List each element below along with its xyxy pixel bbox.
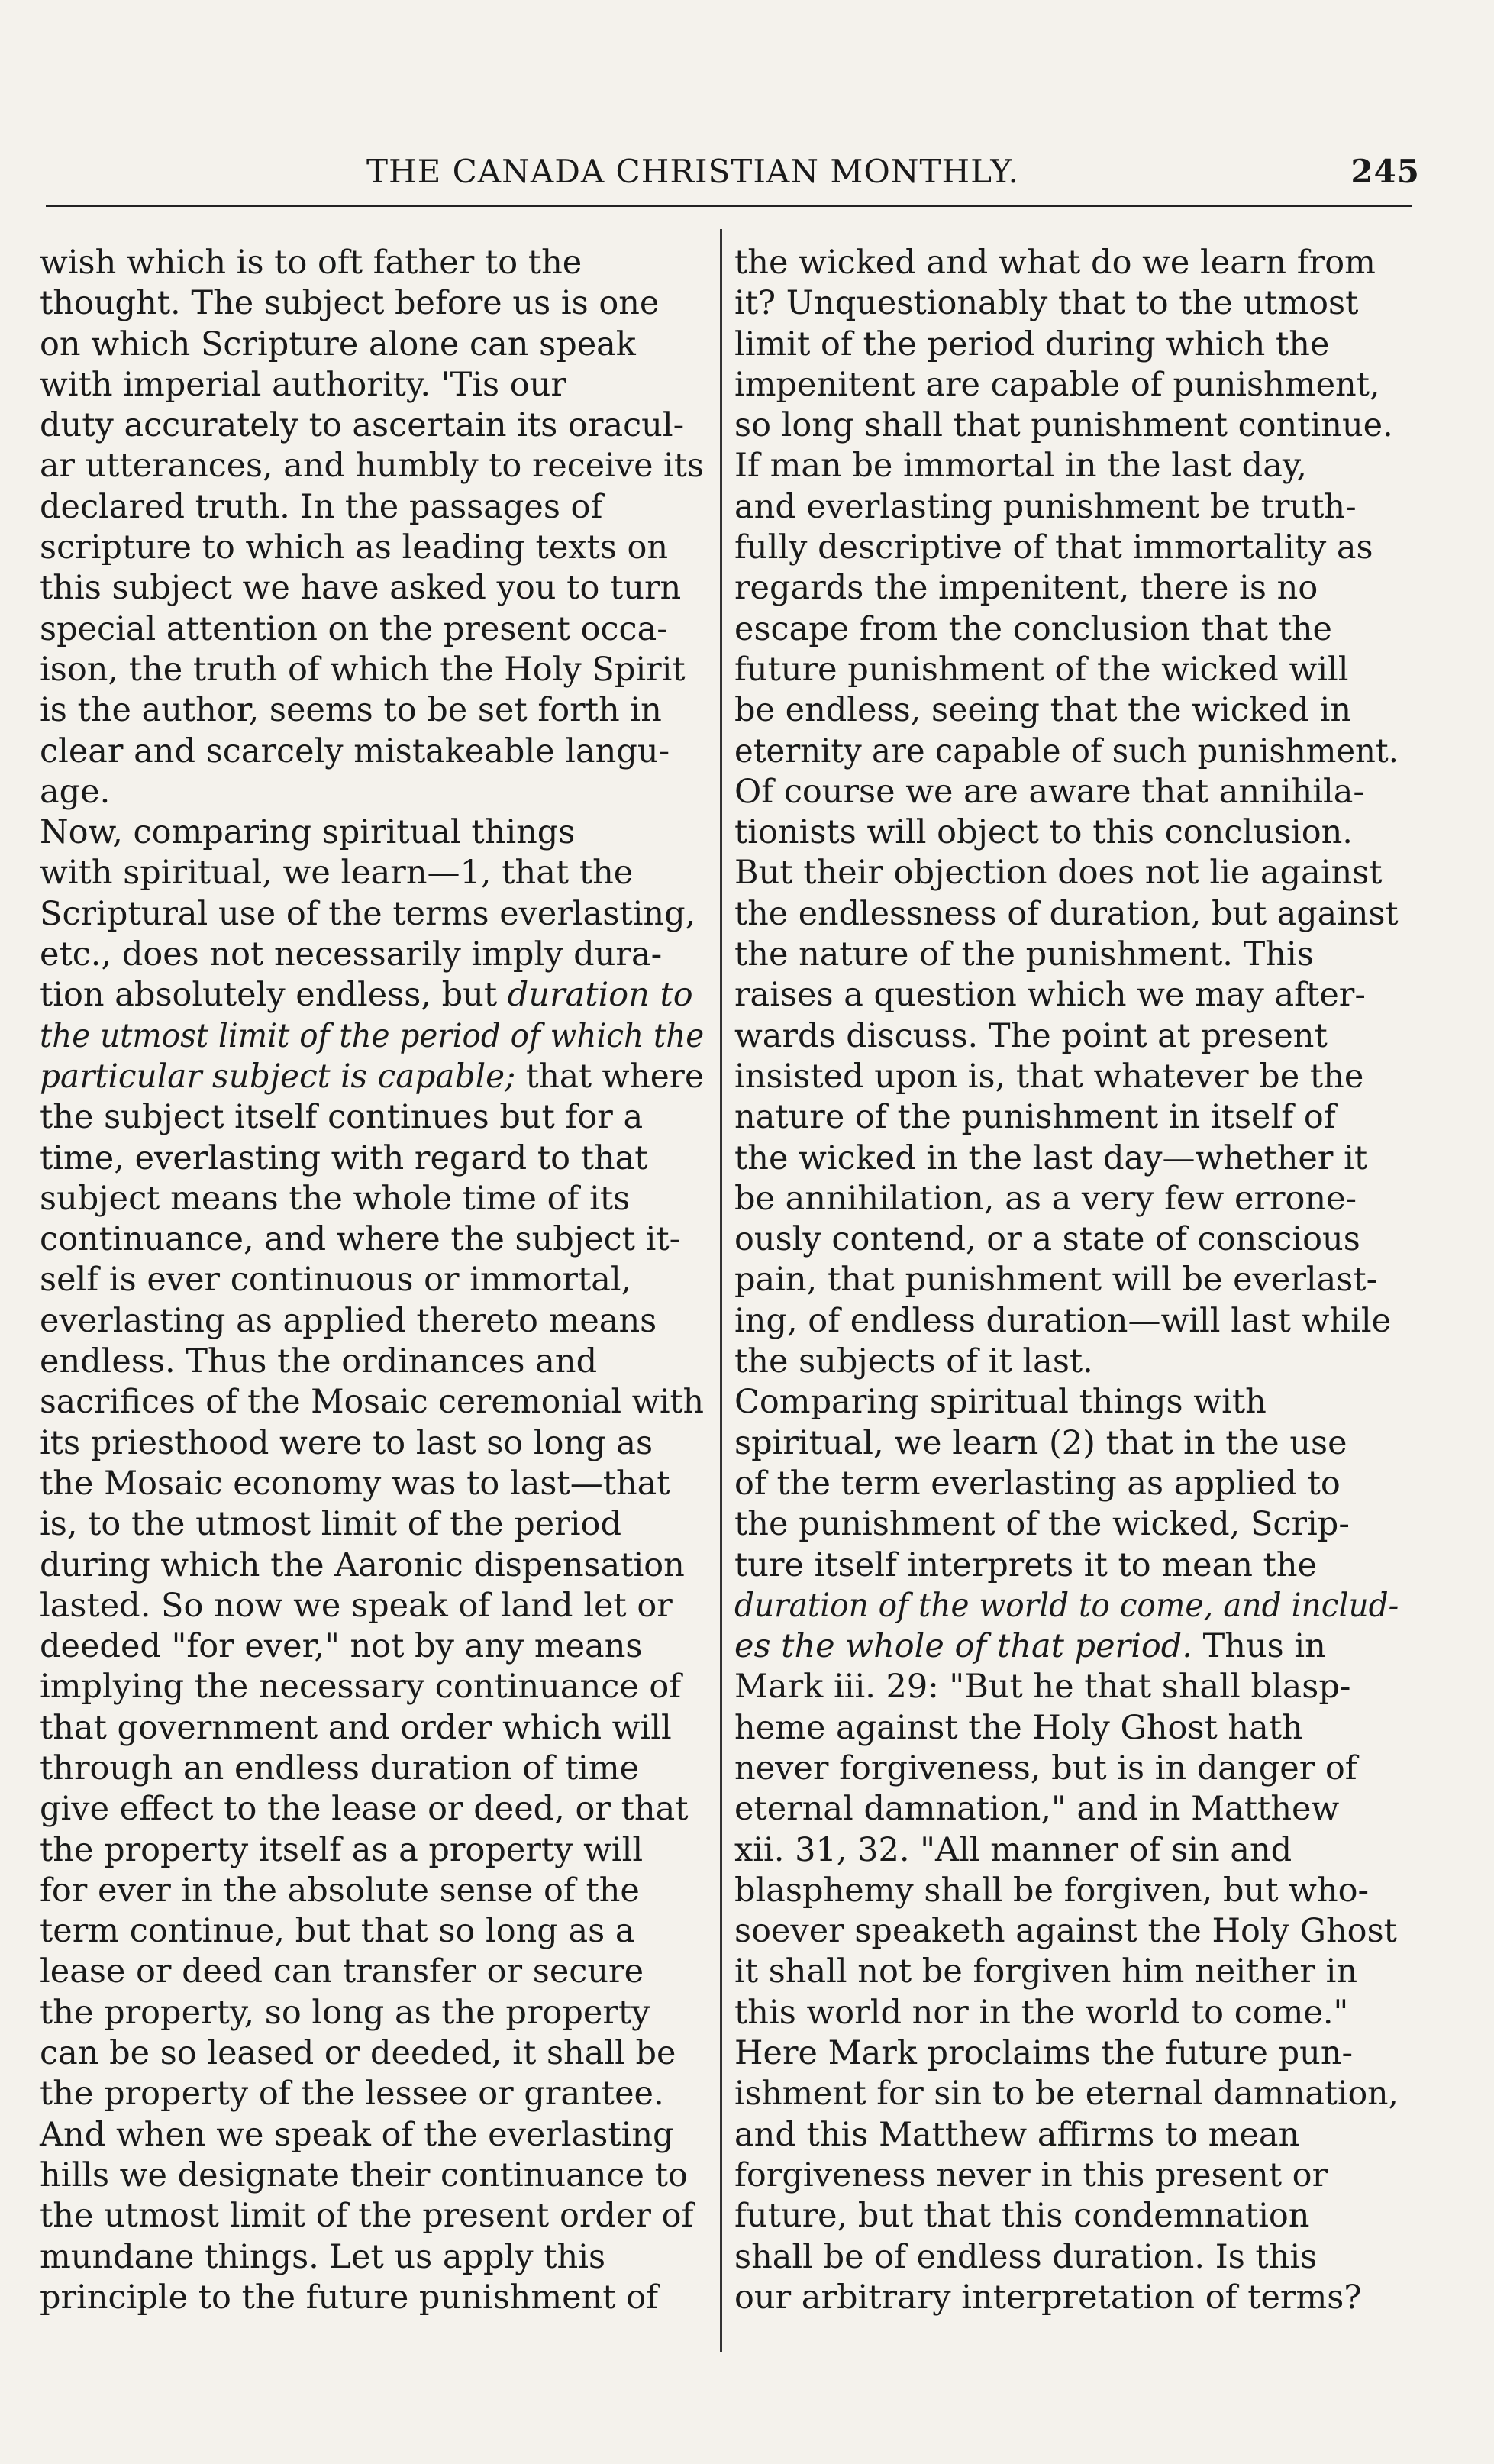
text-line: [40, 1138, 704, 1179]
text-run: future punishment of the wicked will: [734, 650, 1349, 689]
text-line: [734, 1708, 1399, 1749]
text-run: impenitent are capable of punishment,: [734, 365, 1380, 404]
text-line: [734, 2115, 1399, 2156]
text-run: Of course we are aware that annihila-: [734, 772, 1364, 811]
text-line: [734, 1382, 1399, 1423]
text-line: [40, 935, 704, 975]
text-run: Now, comparing spiritual things: [40, 813, 576, 852]
text-line: [40, 1667, 704, 1707]
text-line: [734, 1586, 1399, 1626]
text-line: [40, 1952, 704, 1992]
text-run: ously contend, or a state of conscious: [734, 1220, 1360, 1259]
text-line: [734, 528, 1399, 568]
text-run: nature of the punishment in itself of: [734, 1098, 1336, 1137]
text-line: [40, 894, 704, 935]
text-run: limit of the period during which the: [734, 325, 1330, 363]
text-run: Scriptural use of the terms everlasting,: [40, 894, 696, 933]
text-run: special attention on the present occa-: [40, 609, 668, 648]
text-line: [40, 1993, 704, 2033]
text-run: the subjects of it last.: [734, 1342, 1093, 1381]
text-line: [734, 1789, 1399, 1829]
text-run: the property itself as a property will: [40, 1830, 644, 1869]
text-run: be endless, seeing that the wicked in: [734, 691, 1352, 730]
text-run: term continue, but that so long as a: [40, 1912, 635, 1951]
text-line: [734, 2033, 1399, 2074]
text-run: Comparing spiritual things with: [734, 1383, 1267, 1422]
text-line: [40, 1545, 704, 1586]
text-run: xii. 31, 32. "All manner of sin and: [734, 1830, 1292, 1869]
text-line: [734, 894, 1399, 935]
text-line: [40, 731, 704, 772]
text-line: [40, 1586, 704, 1626]
text-run: ar utterances, and humbly to receive its: [40, 447, 704, 486]
text-line: [734, 1057, 1399, 1097]
text-run: declared truth. In the passages of: [40, 487, 603, 526]
text-line: [40, 1626, 704, 1667]
text-line: [40, 772, 704, 812]
text-line: [40, 1830, 704, 1871]
text-line: [40, 1342, 704, 1382]
text-line: [40, 1871, 704, 1911]
text-line: [734, 568, 1399, 609]
text-line: [734, 243, 1399, 283]
text-run: fully descriptive of that immortality as: [734, 528, 1373, 567]
text-line: [40, 1057, 704, 1097]
text-run: wards discuss. The point at present: [734, 1016, 1328, 1055]
italic-text-run: duration of the world to come, and includ-: [734, 1586, 1399, 1625]
text-run: its priesthood were to last so long as: [40, 1423, 653, 1462]
text-line: [40, 1179, 704, 1219]
text-run: soever speaketh against the Holy Ghost: [734, 1912, 1397, 1951]
text-run: future, but that this condemnation: [734, 2197, 1310, 2236]
text-line: [734, 772, 1399, 812]
text-run: be annihilation, as a very few errone-: [734, 1179, 1357, 1218]
text-run: ture itself interprets it to mean the: [734, 1545, 1317, 1584]
text-line: [734, 1464, 1399, 1504]
text-run: lasted. So now we speak of land let or: [40, 1586, 673, 1625]
text-line: [40, 975, 704, 1016]
text-run: for ever in the absolute sense of the: [40, 1871, 640, 1910]
text-line: [734, 325, 1399, 365]
text-line: [734, 1667, 1399, 1707]
text-run: is the author, seems to be set forth in: [40, 691, 662, 730]
text-line: [40, 650, 704, 690]
text-line: [734, 731, 1399, 772]
text-line: [734, 650, 1399, 690]
text-line: [40, 1382, 704, 1423]
text-run: duty accurately to ascertain its oracul-: [40, 406, 685, 445]
text-line: [40, 405, 704, 446]
text-line: [40, 365, 704, 405]
text-run: the wicked in the last day—whether it: [734, 1138, 1368, 1177]
text-run: so long shall that punishment continue.: [734, 406, 1393, 445]
text-run: during which the Aaronic dispensation: [40, 1545, 685, 1584]
text-line: [40, 283, 704, 324]
text-run: mundane things. Let us apply this: [40, 2237, 606, 2276]
text-run: is, to the utmost limit of the period: [40, 1505, 621, 1544]
text-run: subject means the whole time of its: [40, 1179, 631, 1218]
italic-text-run: the utmost limit of the period of which the: [40, 1016, 705, 1055]
text-line: [40, 2196, 704, 2236]
text-run: ishment for sin to be eternal damnation,: [734, 2075, 1399, 2114]
running-header: [46, 153, 1420, 206]
text-run: raises a question which we may after-: [734, 976, 1366, 1015]
text-run: ison, the truth of which the Holy Spirit: [40, 650, 686, 689]
text-line: [734, 2278, 1399, 2318]
journal-title: THE CANADA CHRISTIAN MONTHLY.: [366, 153, 1020, 190]
text-run: pain, that punishment will be everlast-: [734, 1261, 1378, 1300]
text-line: [734, 1626, 1399, 1667]
text-run: with imperial authority. 'Tis our: [40, 365, 566, 404]
text-run: blasphemy shall be forgiven, but who-: [734, 1871, 1370, 1910]
text-line: [40, 2156, 704, 2196]
text-run: tionists will object to this conclusion.: [734, 813, 1353, 852]
text-run: escape from the conclusion that the: [734, 609, 1333, 648]
text-line: [40, 2237, 704, 2278]
text-run: the property of the lessee or grantee.: [40, 2075, 664, 2114]
text-line: [734, 1301, 1399, 1342]
text-line: [40, 1504, 704, 1545]
text-run: our arbitrary interpretation of terms?: [734, 2278, 1362, 2317]
text-run: everlasting as applied thereto means: [40, 1301, 657, 1340]
text-run: that where: [515, 1057, 704, 1096]
text-run: Thus in: [1192, 1627, 1326, 1666]
text-line: [734, 2237, 1399, 2278]
text-line: [734, 975, 1399, 1016]
text-run: the endlessness of duration, but against: [734, 894, 1399, 933]
text-run: this subject we have asked you to turn: [40, 569, 682, 608]
text-line: [40, 2278, 704, 2318]
text-run: spiritual, we learn (2) that in the use: [734, 1423, 1347, 1462]
text-line: [40, 325, 704, 365]
text-run: age.: [40, 772, 111, 811]
left-column: [40, 243, 704, 2318]
text-line: [734, 1260, 1399, 1300]
text-line: [734, 853, 1399, 893]
text-run: eternity are capable of such punishment.: [734, 731, 1399, 770]
text-line: [734, 1545, 1399, 1586]
text-run: the Mosaic economy was to last—that: [40, 1464, 670, 1503]
right-column: [734, 243, 1399, 2318]
text-run: ing, of endless duration—will last while: [734, 1301, 1392, 1340]
italic-text-run: particular subject is capable;: [40, 1057, 516, 1096]
text-run: can be so leased or deeded, it shall be: [40, 2034, 676, 2073]
text-run: implying the necessary continuance of: [40, 1668, 682, 1707]
text-line: [40, 1789, 704, 1829]
text-run: eternal damnation," and in Matthew: [734, 1790, 1340, 1829]
text-line: [734, 1219, 1399, 1260]
text-line: [40, 487, 704, 528]
text-run: this world nor in the world to come.": [734, 1993, 1349, 2032]
page-number: 245: [1350, 153, 1420, 190]
text-line: [40, 446, 702, 486]
text-line: [734, 487, 1399, 528]
text-line: [734, 446, 1399, 486]
text-run: etc., does not necessarily imply dura-: [40, 935, 663, 974]
text-run: self is ever continuous or immortal,: [40, 1261, 632, 1300]
text-line: [40, 690, 704, 731]
text-line: [40, 1464, 704, 1504]
text-line: [40, 528, 704, 568]
text-line: [734, 1016, 1399, 1057]
text-run: If man be immortal in the last day,: [734, 447, 1308, 486]
text-run: and this Matthew affirms to mean: [734, 2115, 1300, 2154]
text-run: that government and order which will: [40, 1708, 672, 1747]
text-run: tion absolutely endless, but: [40, 976, 508, 1015]
text-run: never forgiveness, but is in danger of: [734, 1749, 1357, 1787]
text-line: [734, 812, 1399, 853]
text-run: Mark iii. 29: "But he that shall blasp-: [734, 1668, 1351, 1707]
text-run: the utmost limit of the present order of: [40, 2197, 694, 2236]
text-line: [734, 1952, 1399, 1992]
text-line: [734, 1179, 1399, 1219]
text-line: [734, 1871, 1399, 1911]
text-run: And when we speak of the everlasting: [40, 2115, 674, 2154]
text-line: [40, 1219, 704, 1260]
text-line: [734, 1749, 1399, 1789]
text-line: [734, 1993, 1399, 2033]
text-line: [40, 853, 704, 893]
text-line: [40, 243, 704, 283]
text-run: principle to the future punishment of: [40, 2278, 659, 2317]
text-run: on which Scripture alone can speak: [40, 325, 636, 363]
italic-text-run: duration to: [507, 976, 693, 1015]
text-run: the wicked and what do we learn from: [734, 244, 1376, 282]
text-run: But their objection does not lie against: [734, 854, 1383, 893]
text-run: endless. Thus the ordinances and: [40, 1342, 598, 1381]
text-run: wish which is to oft father to the: [40, 244, 582, 282]
text-run: insisted upon is, that whatever be the: [734, 1057, 1364, 1096]
text-line: [40, 609, 704, 650]
text-line: [40, 1708, 704, 1749]
text-run: it shall not be forgiven him neither in: [734, 1952, 1358, 1991]
text-run: through an endless duration of time: [40, 1749, 640, 1787]
text-line: [40, 2115, 704, 2156]
text-run: thought. The subject before us is one: [40, 284, 660, 323]
text-line: [734, 365, 1399, 405]
text-run: time, everlasting with regard to that: [40, 1138, 648, 1177]
text-line: [734, 1423, 1399, 1464]
text-line: [40, 1260, 704, 1300]
text-run: continuance, and where the subject it-: [40, 1220, 681, 1259]
text-line: [734, 2196, 1399, 2236]
text-line: [734, 405, 1399, 446]
text-line: [40, 1301, 704, 1342]
text-line: [40, 1911, 704, 1952]
text-line: [734, 2156, 1399, 2196]
text-line: [734, 2074, 1399, 2114]
text-run: hills we designate their continuance to: [40, 2156, 688, 2194]
text-run: it? Unquestionably that to the utmost: [734, 284, 1359, 323]
text-run: shall be of endless duration. Is this: [734, 2237, 1318, 2276]
text-run: and everlasting punishment be truth-: [734, 487, 1357, 526]
text-run: sacrifices of the Mosaic ceremonial with: [40, 1383, 704, 1422]
italic-text-run: es the whole of that period.: [734, 1627, 1192, 1666]
text-run: regards the impenitent, there is no: [734, 569, 1318, 608]
text-line: [40, 1423, 704, 1464]
text-line: [734, 1830, 1399, 1871]
text-run: the nature of the punishment. This: [734, 935, 1314, 974]
text-run: of the term everlasting as applied to: [734, 1464, 1341, 1503]
text-run: the punishment of the wicked, Scrip-: [734, 1505, 1350, 1544]
text-run: Here Mark proclaims the future pun-: [734, 2034, 1354, 2073]
text-line: [734, 1504, 1399, 1545]
text-run: the property, so long as the property: [40, 1993, 650, 2032]
text-run: forgiveness never in this present or: [734, 2156, 1328, 2194]
text-run: heme against the Holy Ghost hath: [734, 1708, 1303, 1747]
text-line: [734, 1138, 1399, 1179]
column-divider: [720, 229, 722, 2352]
text-run: clear and scarcely mistakeable langu-: [40, 731, 670, 770]
text-line: [734, 690, 1399, 731]
text-line: [734, 935, 1399, 975]
text-run: deeded "for ever," not by any means: [40, 1627, 643, 1666]
text-run: the subject itself continues but for a: [40, 1098, 644, 1137]
text-line: [40, 1749, 704, 1789]
text-line: [40, 568, 704, 609]
text-run: scripture to which as leading texts on: [40, 528, 669, 567]
text-line: [734, 1342, 1399, 1382]
text-line: [734, 1097, 1399, 1138]
text-line: [734, 1911, 1399, 1952]
text-run: with spiritual, we learn—1, that the: [40, 854, 634, 893]
text-line: [40, 2033, 704, 2074]
text-line: [734, 609, 1399, 650]
text-line: [734, 283, 1399, 324]
text-line: [40, 812, 704, 853]
text-line: [40, 1097, 704, 1138]
header-rule: [46, 205, 1412, 207]
text-run: give effect to the lease or deed, or that: [40, 1790, 689, 1829]
text-line: [40, 2074, 704, 2114]
text-run: lease or deed can transfer or secure: [40, 1952, 644, 1991]
text-line: [40, 1016, 705, 1057]
